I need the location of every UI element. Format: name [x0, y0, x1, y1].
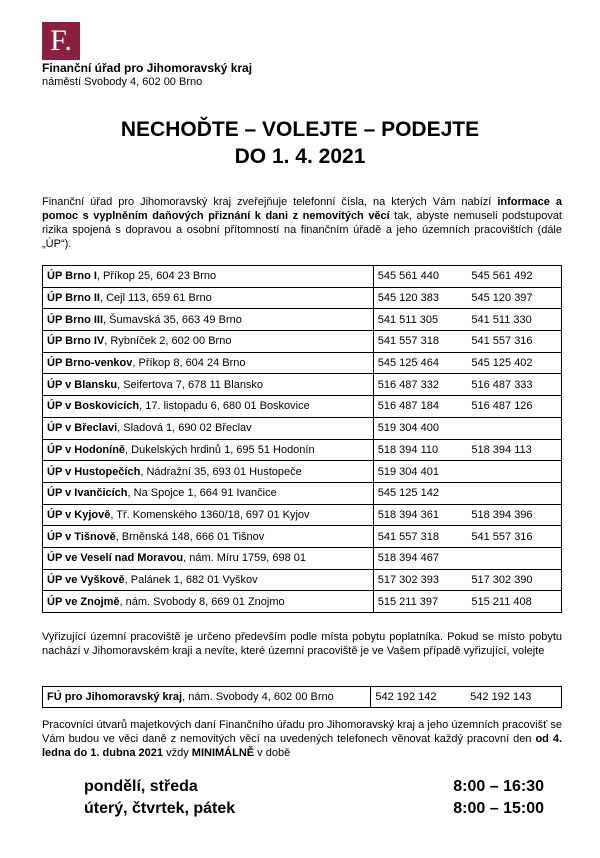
office-name: ÚP v Hustopečích	[47, 465, 141, 478]
page-subtitle: DO 1. 4. 2021	[234, 145, 366, 168]
office-address: , Tř. Komenského 1360/18, 697 01 Kyjov	[110, 508, 310, 521]
outro-bold-dates: od 4. ledna do 1. dubna 2021	[42, 733, 563, 759]
office-name: ÚP Brno II	[47, 292, 100, 305]
office-name: ÚP v Tišnově	[47, 530, 116, 543]
office-address: , 17. listopadu 6, 680 01 Boskovice	[139, 400, 310, 413]
page-title: NECHOĎTE – VOLEJTE – PODEJTE	[120, 118, 480, 141]
office-address: , nám. Svobody 8, 669 01 Znojmo	[119, 595, 285, 608]
main-office-name: FÚ pro Jihomoravský kraj	[47, 691, 183, 703]
office-address: , Cejl 113, 659 61 Brno	[99, 292, 212, 305]
office-cell	[43, 569, 374, 591]
table-row	[43, 266, 562, 288]
office-name: ÚP Brno IV	[47, 335, 105, 348]
office-name: ÚP v Ivančicích	[47, 487, 128, 500]
office-phone-1: 519 304 400	[373, 417, 467, 439]
office-phone-2	[467, 482, 561, 504]
office-cell	[43, 374, 374, 396]
main-office-address: , nám. Svobody 4, 602 00 Brno	[182, 691, 334, 703]
main-office-table	[42, 686, 562, 708]
table-row	[43, 687, 562, 708]
office-phone-2: 517 302 390	[467, 569, 561, 591]
office-address: , nám. Míru 1759, 698 01	[183, 552, 307, 565]
office-phone-1: 516 487 332	[373, 374, 467, 396]
table-row	[43, 396, 562, 418]
office-name: ÚP v Boskovicích	[47, 400, 140, 413]
office-phone-2: 541 511 330	[467, 309, 561, 331]
intro-bold: informace a pomoc s vyplněním daňových přiznání k dani z nemovitých věcí	[42, 196, 562, 222]
office-phone-1: 545 120 383	[373, 287, 467, 309]
table-row	[43, 526, 562, 548]
main-office-phone-1: 542 192 142	[371, 687, 466, 708]
office-phone-1: 516 487 184	[373, 396, 467, 418]
table-row	[43, 591, 562, 613]
office-cell	[43, 461, 374, 483]
office-address: , Palánek 1, 682 01 Vyškov	[124, 573, 258, 586]
office-phone-2: 541 557 316	[467, 331, 561, 353]
office-phone-1: 517 302 393	[373, 569, 467, 591]
office-cell	[43, 439, 374, 461]
hours-days: pondělí, středa	[84, 778, 198, 795]
office-cell	[43, 482, 374, 504]
office-address: , Příkop 25, 604 23 Brno	[96, 270, 217, 283]
office-phone-2	[467, 417, 561, 439]
note-paragraph: Vyřizující územní pracoviště je určeno především podle místa pobytu poplatníka. Pokud se místo pobytu nachází v Jihomoravském kraji a nevíte, které územní pracoviště je ve Vašem případě vyřizující, volejte	[42, 631, 562, 657]
office-cell	[43, 504, 374, 526]
table-row	[43, 331, 562, 353]
office-name: ÚP Brno I	[47, 270, 97, 283]
office-phone-2: 518 394 396	[467, 504, 561, 526]
outro-text-2: vždy	[163, 747, 192, 759]
intro-text-1: Finanční úřad pro Jihomoravský kraj zveřejňuje telefonní čísla, na kterých Vám nabízí	[42, 196, 498, 208]
office-cell	[43, 417, 374, 439]
office-name: ÚP ve Vyškově	[47, 573, 125, 586]
table-row	[43, 352, 562, 374]
office-cell	[43, 352, 374, 374]
table-row	[43, 374, 562, 396]
office-phone-2	[467, 461, 561, 483]
office-phone-1: 545 125 464	[373, 352, 467, 374]
hours-time: 8:00 – 16:30	[453, 778, 544, 795]
hours-days: úterý, čtvrtek, pátek	[84, 800, 236, 817]
table-row	[43, 569, 562, 591]
office-phone-2: 516 487 126	[467, 396, 561, 418]
outro-text-1: Pracovníci útvarů majetkových daní Finančního úřadu pro Jihomoravský kraj a jeho územních pracovišť se Vám budou ve věci daně z nemovitých věcí na uvedených telefonech věnovat každý pracovní den	[42, 719, 562, 745]
office-phone-1: 519 304 401	[373, 461, 467, 483]
office-cell	[43, 309, 374, 331]
office-phone-2: 515 211 408	[467, 591, 561, 613]
office-name: ÚP v Kyjově	[47, 508, 111, 521]
offices-table	[42, 265, 562, 613]
organization-name: Finanční úřad pro Jihomoravský kraj	[42, 61, 253, 75]
organization-address: náměstí Svobody 4, 602 00 Brno	[42, 76, 203, 88]
office-cell	[43, 547, 374, 569]
office-phone-1: 515 211 397	[373, 591, 467, 613]
table-row	[43, 309, 562, 331]
table-row	[43, 547, 562, 569]
office-phone-2: 545 125 402	[467, 352, 561, 374]
office-name: ÚP Brno III	[47, 313, 104, 326]
office-phone-1: 541 557 318	[373, 526, 467, 548]
main-office-phone-2: 542 192 143	[466, 687, 561, 708]
office-name: ÚP ve Znojmě	[47, 595, 120, 608]
table-row	[43, 439, 562, 461]
office-phone-1: 518 394 467	[373, 547, 467, 569]
office-address: , Dukelských hrdinů 1, 695 51 Hodonín	[125, 443, 315, 456]
office-phone-2: 541 557 316	[467, 526, 561, 548]
main-office-cell	[43, 687, 371, 708]
outro-text-3: v době	[254, 747, 291, 759]
office-name: ÚP v Blansku	[47, 378, 118, 391]
office-address: , Nádražní 35, 693 01 Hustopeče	[140, 465, 302, 478]
office-phone-2: 545 561 492	[467, 266, 561, 288]
table-row	[43, 482, 562, 504]
office-phone-1: 541 511 305	[373, 309, 467, 331]
hours-time: 8:00 – 15:00	[453, 800, 544, 817]
office-cell	[43, 331, 374, 353]
office-phone-2	[467, 547, 561, 569]
table-row	[43, 417, 562, 439]
office-phone-1: 541 557 318	[373, 331, 467, 353]
office-cell	[43, 591, 374, 613]
outro-paragraph	[42, 718, 562, 760]
office-cell	[43, 287, 374, 309]
office-cell	[43, 266, 374, 288]
office-name: ÚP v Hodoníně	[47, 443, 126, 456]
office-address: , Příkop 8, 604 24 Brno	[132, 357, 246, 370]
table-row	[43, 287, 562, 309]
office-address: , Brněnská 148, 666 01 Tišnov	[115, 530, 265, 543]
office-phone-1: 545 561 440	[373, 266, 467, 288]
office-address: , Sladová 1, 690 02 Břeclav	[117, 422, 252, 435]
office-cell	[43, 526, 374, 548]
office-address: , Seifertova 7, 678 11 Blansko	[117, 378, 264, 391]
office-phone-2: 518 394 113	[467, 439, 561, 461]
outro-bold-minimum: MINIMÁLNĚ	[191, 747, 255, 759]
tax-office-logo: F.	[42, 22, 80, 60]
office-cell	[43, 396, 374, 418]
office-address: , Šumavská 35, 663 49 Brno	[103, 313, 242, 326]
office-phone-1: 518 394 110	[373, 439, 467, 461]
intro-paragraph	[42, 195, 562, 251]
office-name: ÚP v Břeclavi	[47, 422, 118, 435]
office-name: ÚP ve Veselí nad Moravou	[47, 552, 184, 565]
office-address: , Na Spojce 1, 664 91 Ivančice	[127, 487, 277, 500]
office-phone-1: 518 394 361	[373, 504, 467, 526]
office-phone-1: 545 125 142	[373, 482, 467, 504]
table-row	[43, 504, 562, 526]
office-name: ÚP Brno-venkov	[47, 357, 133, 370]
table-row	[43, 461, 562, 483]
office-address: , Rybníček 2, 602 00 Brno	[104, 335, 232, 348]
office-phone-2: 516 487 333	[467, 374, 561, 396]
intro-text-2: tak, abyste nemuseli podstupovat rizika spojená s dopravou a osobní přítomností na finančním úřadě a jeho územních pracovištích (dále „ÚP“).	[42, 210, 562, 250]
office-phone-2: 545 120 397	[467, 287, 561, 309]
